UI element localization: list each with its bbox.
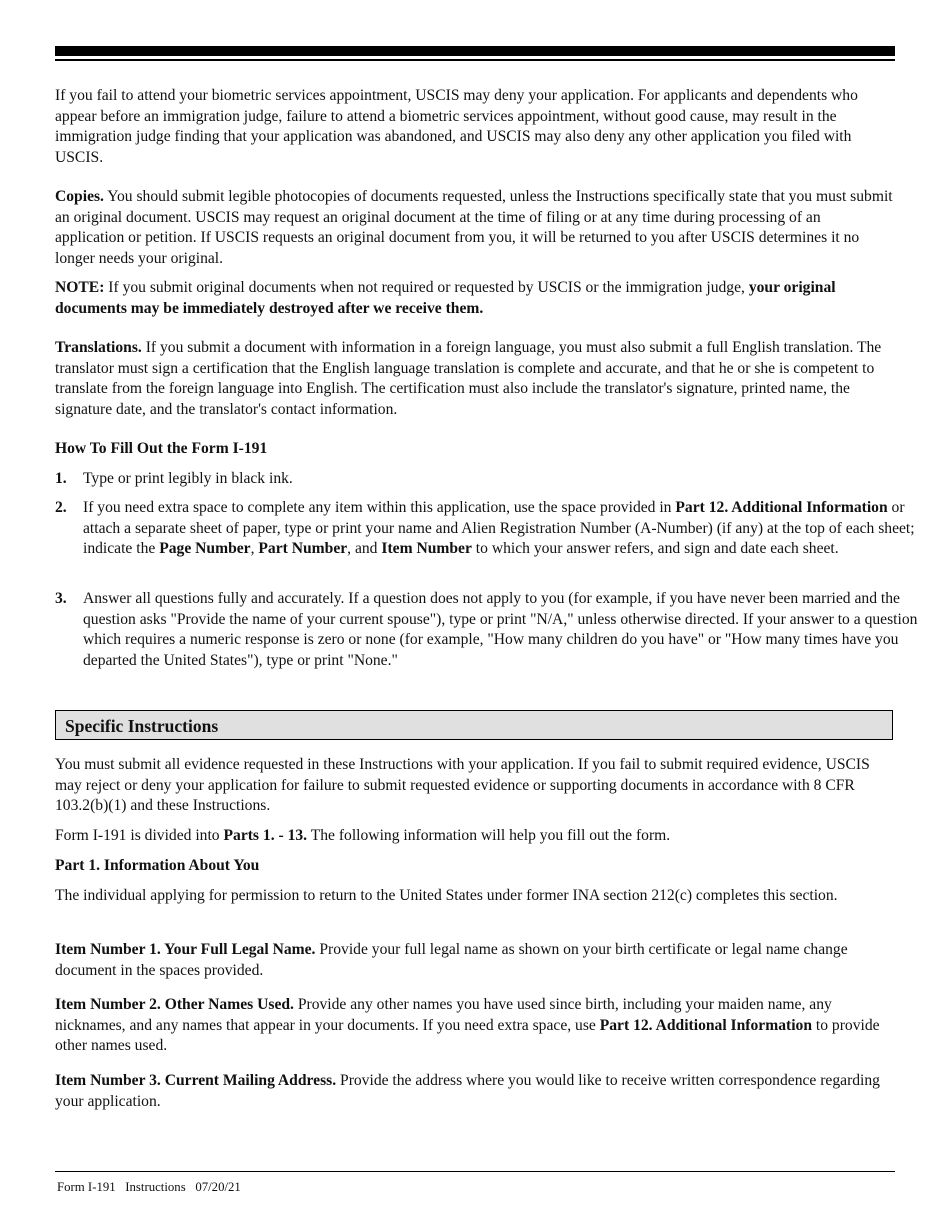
parts-paragraph: Form I-191 is divided into Parts 1. - 13. The following information will help you fill out the form.: [55, 827, 671, 844]
list-item: 2. If you need extra space to complete any item within this application, use the space provided in Part 12. Additional Information or attach a separate sheet of paper, type or print your name and Alien Registration Number (A-Number) (if any) at the top of each sheet; indicate the Page Number, Part Number, and Item Number to which your answer refers, and sign and date each sheet.: [55, 499, 915, 557]
item-number-3: Item Number 3. Current Mailing Address. Provide the address where you would like to receive written correspondence regarding your application.: [55, 1072, 880, 1110]
part1-heading: Part 1. Information About You: [55, 857, 260, 874]
copies-label: Copies.: [55, 188, 104, 205]
header-thick-rule: [55, 46, 895, 56]
how-to-heading: How To Fill Out the Form I-191: [55, 440, 268, 457]
footer: [57, 1179, 241, 1195]
footer-doc: Instructions: [125, 1180, 186, 1194]
note-paragraph: NOTE: If you submit original documents when not required or requested by USCIS or the immigration judge, your original documents may be immediately destroyed after we receive them.: [55, 279, 836, 317]
item-number-1: Item Number 1. Your Full Legal Name. Provide your full legal name as shown on your birth certificate or legal name change document in the spaces provided.: [55, 941, 848, 979]
translations-paragraph: Translations. If you submit a document with information in a foreign language, you must also submit a full English translation. The translator must sign a certification that the English language translation is complete and accurate, and that he or she is competent to translate from the foreign language into English. The certification must also include the translator's signature, printed name, the signature date, and the translator's contact information.: [55, 339, 882, 418]
evidence-paragraph: You must submit all evidence requested in these Instructions with your application. If you fail to submit required evidence, USCIS may reject or deny your application for failure to submit requested evidence or supporting documents in accordance with 8 CFR 103.2(b)(1) and these Instructions.: [55, 756, 870, 814]
footer-date: 07/20/21: [195, 1180, 241, 1194]
translations-label: Translations.: [55, 339, 142, 356]
copies-paragraph: Copies. You should submit legible photocopies of documents requested, unless the Instructions specifically state that you must submit an original document. USCIS may request an original document at the time of filing or at any time during processing of an application or petition. If USCIS requests an original document from you, it will be returned to you after USCIS determines it no longer needs your original.: [55, 188, 893, 267]
note-label: NOTE:: [55, 279, 105, 296]
header-thin-rule: [55, 59, 895, 61]
part1-intro: The individual applying for permission to return to the United States under former INA section 212(c) completes this section.: [55, 887, 838, 904]
section-header-specific-instructions: [55, 710, 893, 740]
section-title: Specific Instructions: [65, 716, 219, 736]
footer-form: Form I-191: [57, 1180, 116, 1194]
item-number-2: Item Number 2. Other Names Used. Provide any other names you have used since birth, including your maiden name, any nicknames, and any names that appear in your documents. If you need extra space, use Part 12. Additional Information to provide other names used.: [55, 996, 880, 1054]
list-item: 3. Answer all questions fully and accurately. If a question does not apply to you (for example, if you have never been married and the question asks "Provide the name of your current spouse"), type or print "N/A," unless otherwise directed. If your answer to a question which requires a numeric response is zero or none (for example, "How many children do you have" or "How many times have you departed the United States"), type or print "None.": [55, 590, 918, 669]
list-item: 1. Type or print legibly in black ink.: [55, 470, 293, 487]
footer-rule: [55, 1171, 895, 1172]
biometrics-paragraph: If you fail to attend your biometric services appointment, USCIS may deny your application. For applicants and dependents who appear before an immigration judge, failure to attend a biometric services appointment, without good cause, may result in the immigration judge finding that your application was abandoned, and USCIS may also deny any other application you filed with USCIS.: [55, 87, 858, 166]
